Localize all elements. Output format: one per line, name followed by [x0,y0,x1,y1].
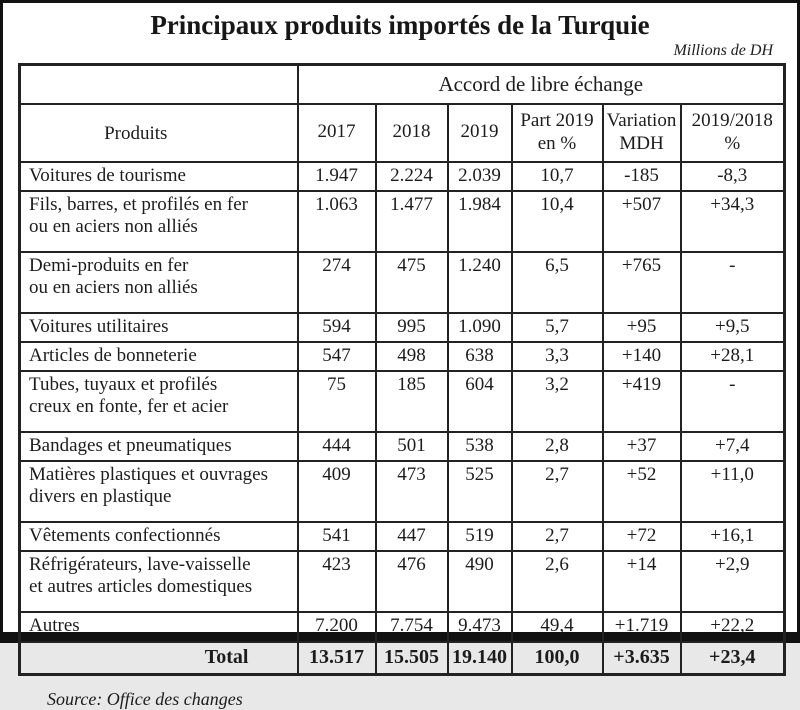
value-cell: - [681,371,785,432]
product-label-line: Articles de bonneterie [29,345,197,367]
product-label [20,252,298,313]
total-value-part: 100,0 [512,642,603,675]
table-row [20,371,785,432]
value-cell: 2,8 [512,432,603,461]
table-row [20,551,785,612]
product-label [20,313,298,342]
column-header [298,104,376,162]
value-cell: 423 [298,551,376,612]
product-label [20,342,298,371]
product-label [20,461,298,522]
total-row [20,642,785,675]
product-label-line: Bandages et pneumatiques [29,435,232,457]
column-header [512,104,603,162]
table-row [20,252,785,313]
column-header-line: en % [537,132,577,154]
product-label [20,522,298,551]
value-cell: 1.240 [448,252,512,313]
value-cell: 1.090 [448,313,512,342]
product-label-line: ou en aciers non alliés [29,277,198,299]
value-cell: 547 [298,342,376,371]
product-label-line: divers en plastique [29,486,172,508]
value-cell: 7.200 [298,612,376,641]
product-label-line: creux en fonte, fer et acier [29,396,229,418]
value-cell: -8,3 [681,162,785,191]
value-cell: 75 [298,371,376,432]
value-cell: +16,1 [681,522,785,551]
value-cell: 2,6 [512,551,603,612]
value-cell: 1.063 [298,191,376,252]
product-label-line: Matières plastiques et ouvrages [29,464,269,486]
group-header-row [20,65,785,105]
total-value-ratio: +23,4 [681,642,785,675]
column-header-line: 2017 [317,121,356,143]
value-cell: +14 [603,551,681,612]
total-value-2018: 15.505 [376,642,448,675]
column-header-line: Part 2019 [520,110,594,132]
product-label-line: Autres [29,615,80,637]
total-value-variation: +3.635 [603,642,681,675]
value-cell: 473 [376,461,448,522]
value-cell: 1.947 [298,162,376,191]
value-cell: +22,2 [681,612,785,641]
value-cell: 1.477 [376,191,448,252]
value-cell: +419 [603,371,681,432]
table-row [20,612,785,641]
value-cell: +52 [603,461,681,522]
value-cell: 5,7 [512,313,603,342]
column-header-line: Variation [606,110,677,132]
table-row [20,522,785,551]
value-cell: +2,9 [681,551,785,612]
product-label-line: Demi-produits en fer [29,255,189,277]
table-row [20,191,785,252]
column-header-line: % [724,132,741,154]
value-cell: 995 [376,313,448,342]
value-cell: +507 [603,191,681,252]
value-cell: +1.719 [603,612,681,641]
column-header [603,104,681,162]
product-label-line: ou en aciers non alliés [29,216,198,238]
total-value-2019: 19.140 [448,642,512,675]
corner-cell [20,65,298,105]
product-label-line: Réfrigérateurs, lave-vaisselle [29,554,251,576]
value-cell: +7,4 [681,432,785,461]
value-cell: 490 [448,551,512,612]
product-label-line: Voitures utilitaires [29,316,169,338]
value-cell: 501 [376,432,448,461]
value-cell: - [681,252,785,313]
value-cell: 447 [376,522,448,551]
table-row [20,313,785,342]
units-label: Millions de DH [673,42,773,59]
column-header-line: 2018 [392,121,431,143]
value-cell: +765 [603,252,681,313]
value-cell: 2,7 [512,461,603,522]
value-cell: 7.754 [376,612,448,641]
total-label: Total [20,642,298,675]
value-cell: 9.473 [448,612,512,641]
column-header-row [20,104,785,162]
value-cell: +34,3 [681,191,785,252]
value-cell: +140 [603,342,681,371]
value-cell: 594 [298,313,376,342]
page-title: Principaux produits importés de la Turquie [150,10,650,40]
column-header [681,104,785,162]
table-body [20,162,785,642]
value-cell: 498 [376,342,448,371]
value-cell: 541 [298,522,376,551]
value-cell: 10,4 [512,191,603,252]
value-cell: 10,7 [512,162,603,191]
value-cell: 3,2 [512,371,603,432]
value-cell: 525 [448,461,512,522]
product-label [20,162,298,191]
value-cell: +11,0 [681,461,785,522]
value-cell: 475 [376,252,448,313]
value-cell: 2,7 [512,522,603,551]
product-label [20,371,298,432]
product-label-line: Fils, barres, et profilés en fer [29,194,248,216]
value-cell: 409 [298,461,376,522]
value-cell: 2.224 [376,162,448,191]
value-cell: +9,5 [681,313,785,342]
column-header-line: 2019/2018 [691,110,773,132]
value-cell: 538 [448,432,512,461]
table-row [20,461,785,522]
value-cell: 6,5 [512,252,603,313]
products-column-header: Produits [20,104,298,162]
value-cell: 444 [298,432,376,461]
imports-table [18,63,786,676]
value-cell: 1.984 [448,191,512,252]
value-cell: 604 [448,371,512,432]
product-label [20,191,298,252]
value-cell: -185 [603,162,681,191]
value-cell: 185 [376,371,448,432]
column-header-line: MDH [619,132,664,154]
value-cell: 638 [448,342,512,371]
value-cell: +72 [603,522,681,551]
value-cell: +37 [603,432,681,461]
value-cell: +95 [603,313,681,342]
value-cell: 2.039 [448,162,512,191]
value-cell: 519 [448,522,512,551]
product-label [20,432,298,461]
group-header-cell: Accord de libre échange [298,65,785,105]
column-header [376,104,448,162]
value-cell: 49,4 [512,612,603,641]
product-label [20,612,298,641]
total-value-2017: 13.517 [298,642,376,675]
product-label-line: Vêtements confectionnés [29,525,221,547]
table-row [20,162,785,191]
table-row [20,432,785,461]
value-cell: 476 [376,551,448,612]
product-label [20,551,298,612]
product-label-line: Voitures de tourisme [29,165,186,186]
column-header [448,104,512,162]
product-label-line: Tubes, tuyaux et profilés [29,374,218,396]
column-header-line: 2019 [460,121,499,143]
value-cell: +28,1 [681,342,785,371]
product-label-line: et autres articles domestiques [29,576,253,598]
source-note: Source: Office des changes [47,688,243,709]
value-cell: 274 [298,252,376,313]
table-row [20,342,785,371]
value-cell: 3,3 [512,342,603,371]
